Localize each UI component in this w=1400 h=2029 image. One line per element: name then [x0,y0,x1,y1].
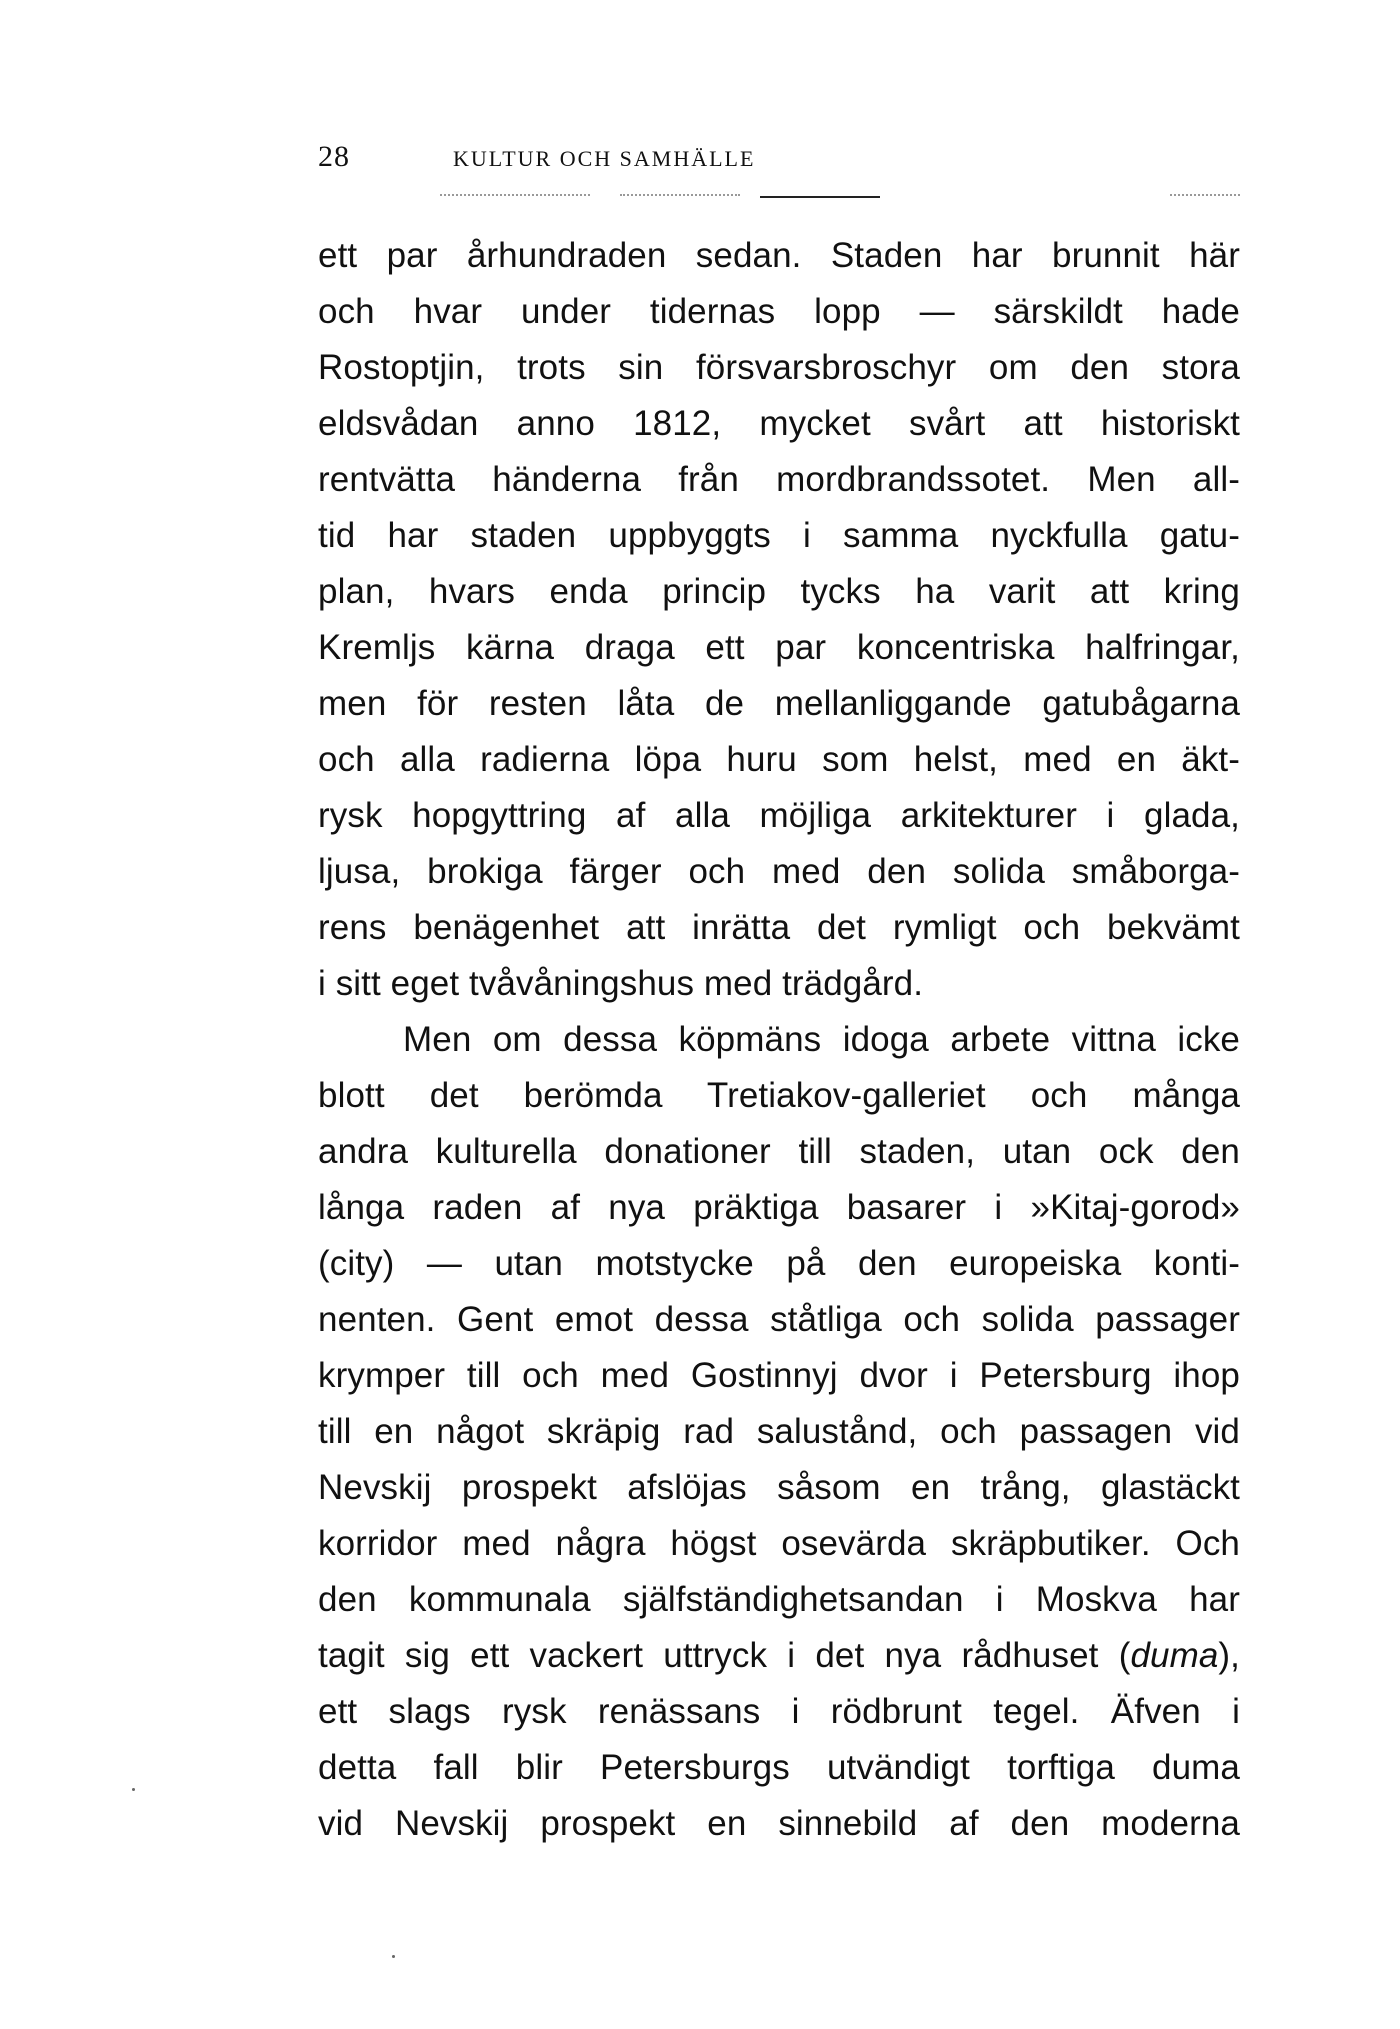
running-title: KULTUR OCH SAMHÄLLE [453,146,756,171]
text-line-duma [318,1628,1240,1684]
header-dotted-rule-mid [620,194,740,196]
body-text [318,228,1240,1852]
running-head [318,140,1240,180]
text-line: i sitt eget tvåvåningshus med trädgård. [318,964,924,1003]
text-line: ljusa, brokiga färger och med den solida småborga- [318,852,1240,891]
text-line: rens benägenhet att inrätta det rymligt och bekvämt [318,908,1240,947]
text-line: och alla radierna löpa huru som helst, med en äkt- [318,740,1240,779]
text-line: rentvätta händerna från mordbrandssotet. Men all- [318,460,1240,499]
header-dotted-rule-left [440,194,590,196]
text-line: och hvar under tidernas lopp — särskildt hade [318,292,1240,331]
text-line: nenten. Gent emot dessa ståtliga och solida passager [318,1300,1240,1339]
text-line: detta fall blir Petersburgs utvändigt torftiga duma [318,1748,1240,1787]
header-rule [760,196,880,198]
text-line: Men om dessa köpmäns idoga arbete vittna icke [403,1020,1240,1059]
header-dotted-rule-right [1170,194,1240,196]
text-line: vid Nevskij prospekt en sinnebild af den moderna [318,1804,1240,1843]
text-line: ett slags rysk renässans i rödbrunt tegel. Äfven i [318,1692,1240,1731]
text-line: långa raden af nya präktiga basarer i »Kitaj-gorod» [318,1188,1240,1227]
scan-speck [392,1955,395,1958]
text-line: rysk hopgyttring af alla möjliga arkitekturer i glada, [318,796,1240,835]
duma-line-before: tagit sig ett vackert uttryck i det nya rådhuset ( [318,1636,1131,1675]
page-number: 28 [318,140,350,173]
text-line: plan, hvars enda princip tycks ha varit att kring [318,572,1240,611]
text-line: ett par århundraden sedan. Staden har brunnit här [318,236,1240,275]
duma-italic-word: duma [1130,1636,1219,1675]
text-line: den kommunala själfständighetsandan i Moskva har [318,1580,1240,1619]
text-line: Rostoptjin, trots sin försvarsbroschyr om den stora [318,348,1240,387]
paragraph-1 [318,228,1240,1012]
text-line: tid har staden uppbyggts i samma nyckfulla gatu- [318,516,1240,555]
text-line: Kremljs kärna draga ett par koncentriska halfringar, [318,628,1240,667]
text-line: andra kulturella donationer till staden, utan ock den [318,1132,1240,1171]
text-line: blott det berömda Tretiakov-galleriet och många [318,1076,1240,1115]
text-line: Nevskij prospekt afslöjas såsom en trång, glastäckt [318,1468,1240,1507]
text-line: (city) — utan motstycke på den europeiska konti- [318,1244,1240,1283]
text-line: krymper till och med Gostinnyj dvor i Petersburg ihop [318,1356,1240,1395]
paragraph-2 [318,1012,1240,1852]
duma-line-after: ), [1218,1636,1240,1675]
scan-speck [132,1788,135,1791]
text-line: korridor med några högst osevärda skräpbutiker. Och [318,1524,1240,1563]
text-line: eldsvådan anno 1812, mycket svårt att historiskt [318,404,1240,443]
text-line: till en något skräpig rad salustånd, och passagen vid [318,1412,1240,1451]
text-line: men för resten låta de mellanliggande gatubågarna [318,684,1240,723]
